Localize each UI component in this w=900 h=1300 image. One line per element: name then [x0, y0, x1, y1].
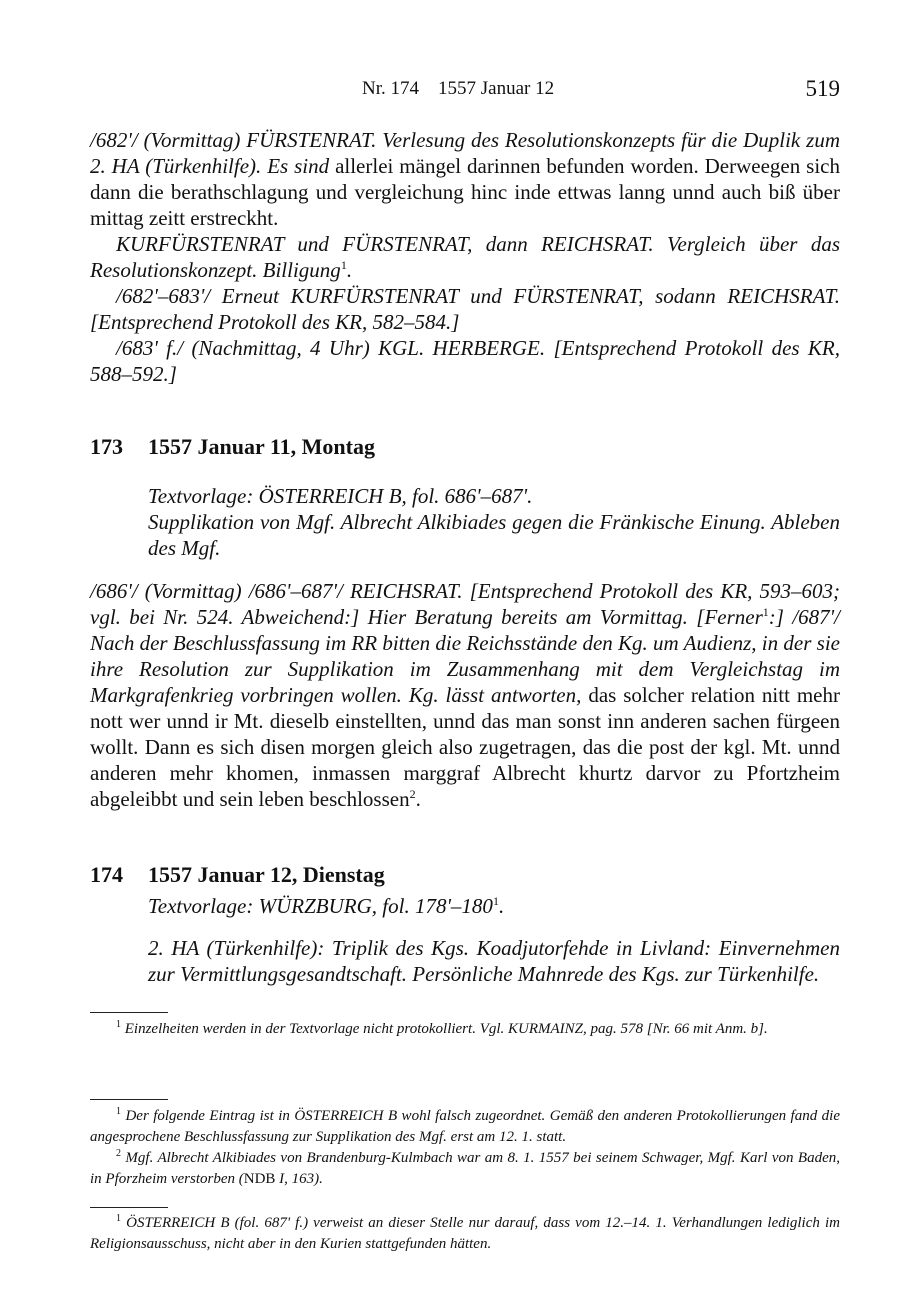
paragraph [90, 231, 840, 283]
footnote [90, 1213, 840, 1255]
editorial-text: ÖSTERREICH B (fol. 687' f.) verweist an dieser Stelle nur darauf, dass vom 12.–14. 1. Verhandlungen lediglich im Religionsausschuss, nicht aber in den Kurien stattgefunden hätten. [90, 1215, 840, 1252]
section-body-173 [90, 578, 840, 812]
editorial-text: Der folgende Eintrag ist in ÖSTERREICH B wohl falsch zugeordnet. Gemäß den anderen Protokollierungen fand die angesprochene Beschlussfassung zur Supplikation des Mgf. erst am 12. 1. statt. [90, 1108, 840, 1145]
intro-paragraphs [90, 127, 840, 387]
footnote [90, 1148, 840, 1190]
footnote-rule [90, 1207, 168, 1208]
page-number: 519 [805, 76, 840, 101]
footnote [90, 1106, 840, 1148]
footnote-marker[interactable]: 2 [409, 787, 416, 801]
editorial-text: Textvorlage: WÜRZBURG, fol. 178'–180 [148, 894, 493, 918]
section-number: 174 [90, 862, 123, 887]
footnote-marker[interactable]: 1 [116, 1213, 121, 1224]
footnote-rule [90, 1099, 168, 1100]
editorial-text: :] /687'/ Nach der Beschlussfassung im RR bitten die Reichsstände den Kg. um Audienz, in der sie ihre Resolution zur Supplikation im Zusammenhang mit dem Vergleichstag im Markgrafenkrieg vorbringen wollen. Kg. lässt antworten, [90, 605, 840, 707]
footnote-rule [90, 1012, 168, 1013]
footnotes-group-1 [90, 1019, 840, 1040]
source-quote-text: . [415, 787, 421, 811]
paragraph [90, 127, 840, 231]
footnote-marker[interactable]: 1 [116, 1106, 121, 1117]
section-heading-173 [90, 434, 840, 460]
source-quote-text: das solcher relation nitt mehr nott wer unnd ir Mt. dieselb einstellten, unnd das man sonst inn anderen sachen fürgeen wollt. Dann es sich disen morgen gleich also zugetragen, das die post der kgl. Mt. unnd anderen mehr khomen, inmassen marggraf Albrecht khurtz darvor zu Pfortzheim abgeleibbt und sein leben beschlossen [90, 683, 840, 811]
editorial-text: . [346, 258, 353, 282]
section-heading-174 [90, 862, 840, 888]
editorial-text: /683' f./ (Nachmittag, 4 Uhr) KGL. HERBERGE. [Entsprechend Protokoll des KR, 588–592.] [90, 336, 840, 386]
paragraph [148, 935, 840, 987]
section-title: 1557 Januar 11, Montag [148, 434, 375, 459]
footnote-marker[interactable]: 2 [116, 1148, 121, 1159]
footnote-marker[interactable]: 1 [116, 1019, 121, 1030]
footnote-marker[interactable]: 1 [340, 258, 347, 272]
source-note-173 [148, 483, 840, 561]
footnote-marker[interactable]: 1 [762, 605, 769, 619]
editorial-text: /686'/ (Vormittag) /686'–687'/ REICHSRAT. [Entsprechend Protokoll des KR, 593–603; vgl. bei Nr. 524. Abweichend:] Hier Beratung bereits am Vormittag. [Ferner [90, 579, 840, 629]
section-number: 173 [90, 434, 123, 459]
page-header [90, 78, 840, 104]
footnote [90, 1019, 840, 1040]
footnotes-group-2 [90, 1106, 840, 1190]
editorial-text: KURFÜRSTENRAT und FÜRSTENRAT, dann REICHSRAT. Vergleich über das Resolutionskonzept. Billigung [90, 232, 840, 282]
editorial-text: /682'–683'/ Erneut KURFÜRSTENRAT und FÜRSTENRAT, sodann REICHSRAT. [Entsprechend Protokoll des KR, 582–584.] [90, 284, 840, 334]
paragraph [90, 283, 840, 335]
editorial-text: . [498, 894, 505, 918]
paragraph [148, 509, 840, 561]
editorial-text: /682'/ (Vormittag) FÜRSTENRAT. Verlesung des Resolutionskonzepts für die Duplik zum 2. HA (Türkenhilfe). Es sind [90, 128, 840, 178]
footnote-marker[interactable]: 1 [492, 894, 499, 908]
source-note-174 [148, 893, 840, 987]
editorial-text: I, 163). [275, 1171, 323, 1187]
editorial-text: 2. HA (Türkenhilfe): Triplik des Kgs. Koadjutorfehde in Livland: Einvernehmen zur Vermittlungsgesandtschaft. Persönliche Mahnrede des Kgs. zur Türkenhilfe. [148, 936, 840, 986]
editorial-text: Textvorlage: ÖSTERREICH B, fol. 686'–687'. [148, 484, 533, 508]
section-title: 1557 Januar 12, Dienstag [148, 862, 385, 887]
paragraph [148, 893, 840, 919]
paragraph [90, 578, 840, 812]
editorial-text: Einzelheiten werden in der Textvorlage nicht protokolliert. Vgl. KURMAINZ, pag. 578 [Nr. 66 mit Anm. b]. [121, 1021, 768, 1037]
running-title: Nr. 174 1557 Januar 12 [362, 78, 555, 99]
editorial-text: Mgf. Albrecht Alkibiades von Brandenburg-Kulmbach war am 8. 1. 1557 bei seinem Schwager, Mgf. Karl von Baden, in Pforzheim verstorben ( [90, 1150, 840, 1187]
editorial-text: Supplikation von Mgf. Albrecht Alkibiades gegen die Fränkische Einung. Ableben des Mgf. [148, 510, 840, 560]
footnotes-group-3 [90, 1213, 840, 1255]
source-quote-text: NDB [243, 1171, 276, 1187]
paragraph [90, 335, 840, 387]
source-quote-text: allerlei mängel darinnen befunden worden. Derweegen sich dann die berathschlagung und vergleichung hinc inde ettwas lanng unnd auch biß über mittag zeitt erstreckht. [90, 154, 840, 230]
paragraph [148, 483, 840, 509]
